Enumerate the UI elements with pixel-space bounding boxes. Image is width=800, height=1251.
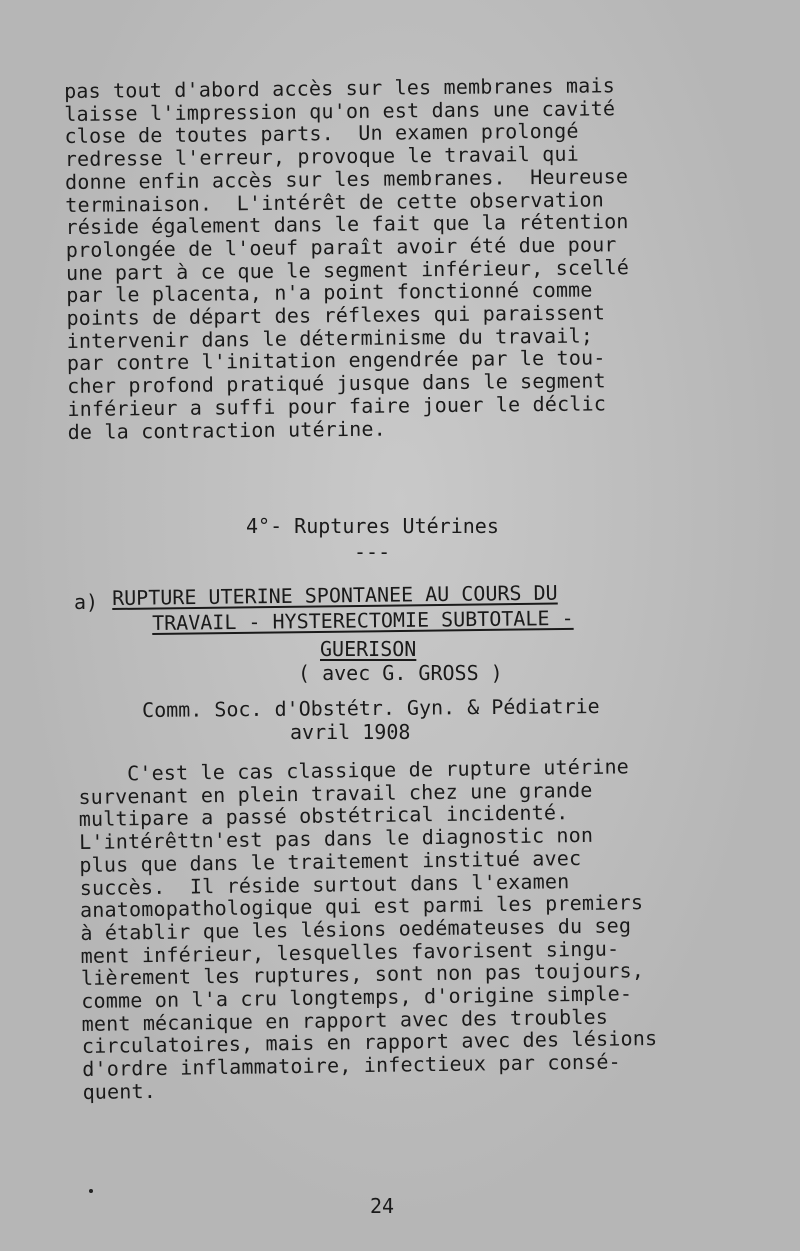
bottom-paragraph-line: circulatoires, mais en rapport avec des lésions [81,1026,658,1059]
subsection-marker: a) [74,590,99,614]
top-paragraph-line: donne enfin accès sur les membranes. Heureuse [64,163,629,194]
top-paragraph-line: laisse l'impression qu'on est dans une cavité [64,95,616,126]
bottom-paragraph-line: à établir que les lésions oedémateuses du seg [80,913,632,945]
page-number: 24 [370,1194,395,1218]
bottom-paragraph-line: plus que dans le traitement institué avec [79,845,582,877]
section-heading-rule: --- [354,540,391,564]
bottom-paragraph-line: d'ordre inflammatoire, infectieux par consé- [82,1049,621,1082]
section-heading: 4°- Ruptures Utérines [246,514,499,538]
top-paragraph-line: par contre l'initation engendrée par le tou- [66,345,606,376]
top-paragraph-line: inférieur a suffi pour faire jouer le déclic [67,391,607,421]
top-paragraph-line: une part à ce que le segment inférieur, scellé [65,254,630,285]
coauthor-note: ( avec G. GROSS ) [298,661,503,685]
top-paragraph-line: terminaison. L'intérêt de cette observation [65,186,605,217]
top-paragraph-line: pas tout d'abord accès sur les membranes mais [63,73,616,103]
bottom-paragraph-line: survenant en plein travail chez une grande [78,777,593,809]
bottom-paragraph-line: anatomopathologique qui est parmi les premiers [79,890,644,923]
communication-date: avril 1908 [290,720,411,744]
bottom-paragraph-line: ment mécanique en rapport avec des troubles [81,1004,609,1036]
top-paragraph-line: prolongée de l'oeuf paraît avoir été due pour [65,232,617,262]
top-paragraph-line: réside également dans le fait que la rétention [65,209,629,240]
subsection-title-line-2: TRAVAIL - HYSTERECTOMIE SUBTOTALE - [151,605,574,635]
subsection-title-line-3: GUERISON [320,637,417,661]
bottom-paragraph-line: C'est le cas classique de rupture utérine [77,754,630,786]
top-paragraph [64,74,631,443]
top-paragraph-line: points de départ des réflexes qui paraissent [66,300,606,331]
bottom-paragraph-line: ment inférieur, lesquelles favorisent singu- [80,936,620,968]
top-paragraph-line: intervenir dans le déterminisme du travail; [66,323,594,353]
bottom-paragraph-line: succès. Il réside surtout dans l'examen [79,868,570,900]
ink-speck [89,1189,93,1193]
top-paragraph-line: redresse l'erreur, provoque le travail qui [64,141,580,172]
top-paragraph-line: par le placenta, n'a point fonctionné comme [66,277,593,308]
top-paragraph-line: close de toutes parts. Un examen prolongé [64,119,579,149]
bottom-paragraph-line: comme on l'a cru longtemps, d'origine simple- [81,981,633,1014]
bottom-paragraph-line: lièrement les ruptures, sont non pas toujours, [80,958,645,991]
top-paragraph-line: cher profond pratiqué jusque dans le segment [67,368,606,399]
bottom-paragraph-line: quent. [82,1078,157,1104]
communication-reference: Comm. Soc. d'Obstétr. Gyn. & Pédiatrie [142,694,600,722]
bottom-paragraph-line: L'intérêttn'est pas dans le diagnostic non [78,822,594,855]
subsection-title-line-1: RUPTURE UTERINE SPONTANEE AU COURS DU [111,580,558,610]
bottom-paragraph [78,755,658,1104]
top-paragraph-line: de la contraction utérine. [67,416,387,444]
bottom-paragraph-line: multipare a passé obstétrical incidenté. [78,800,569,832]
